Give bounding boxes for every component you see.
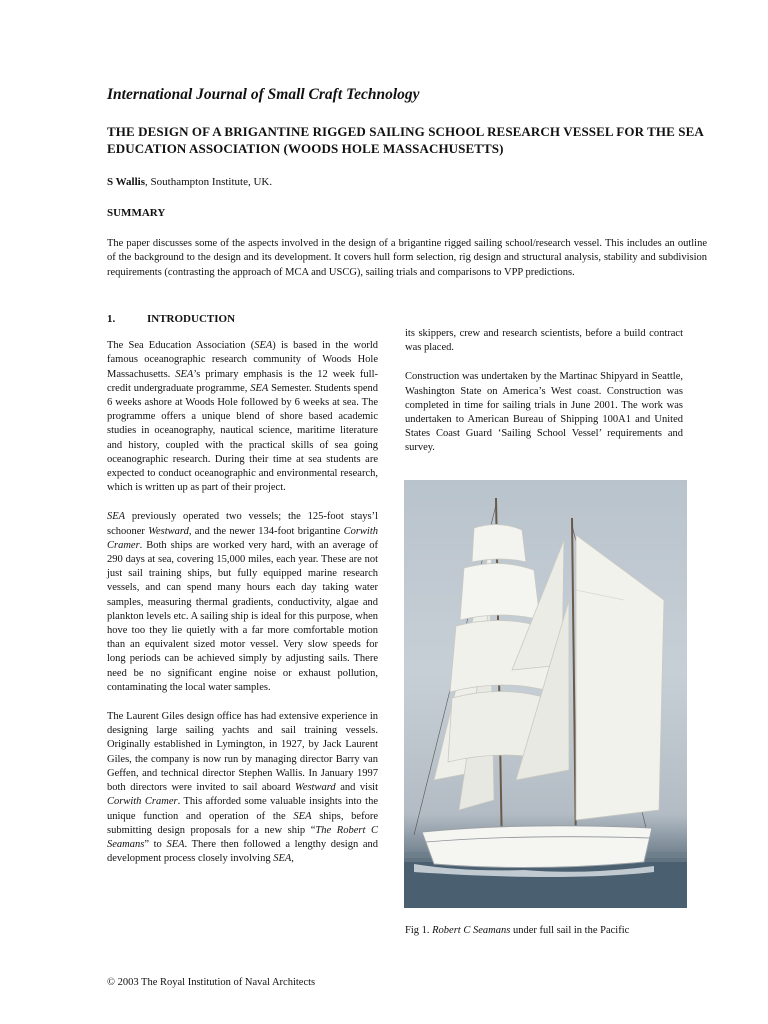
ship-illustration [404, 480, 687, 908]
square-sail [472, 524, 526, 562]
caption-prefix: Fig 1. [405, 925, 433, 936]
journal-title: International Journal of Small Craft Technology [107, 86, 420, 103]
ship-photo [404, 480, 687, 908]
paragraph: Construction was undertaken by the Martinac Shipyard in Seattle, Washington State on America’s West coast. Construction was completed in time for sailing trials in June 2001. The work was undertaken to American Bureau of Shipping 100A1 and United States Coast Guard ‘Sailing School Vessel’ requirements and survey. [405, 371, 683, 454]
summary-heading: SUMMARY [107, 207, 166, 219]
author-name: S Wallis [107, 176, 146, 188]
section-title: INTRODUCTION [147, 313, 236, 325]
caption-rest: under full sail in the Pacific [510, 925, 630, 936]
paragraph: its skippers, crew and research scientists, before a build contract was placed. [405, 328, 683, 354]
main-mast [572, 518, 576, 852]
hull [422, 826, 652, 868]
figure-caption [405, 925, 629, 936]
main-sail [576, 535, 664, 820]
copyright-footer: © 2003 The Royal Institution of Naval Architects [107, 977, 316, 988]
paragraph: The Sea Education Association (SEA) is based in the world famous oceanographic research community of Woods Hole Massachusetts. SEA’s primary emphasis is the 12 week full-credit undergraduate programme, SEA Semester. Students spend 6 weeks ashore at Woods Hole followed by 6 weeks at sea. The programme offers a unique blend of shore based academic studies in oceanography, nautical science, maritime literature and history, coupled with the practical skills of sea going oceanographic research. During their time at sea students are expected to conduct oceanographic and environmental research, which is written up as part of their project. [107, 340, 378, 494]
left-column [107, 312, 378, 881]
author-affiliation: , Southampton Institute, UK. [145, 176, 273, 188]
square-sail [460, 563, 540, 620]
section-number: 1. [107, 313, 116, 325]
caption-ship-name: Robert C Seamans [432, 925, 511, 936]
right-column [405, 327, 683, 471]
section-heading-introduction [107, 312, 378, 326]
paragraph: The Laurent Giles design office has had extensive experience in designing large sailing yachts and sail training vessels. Originally established in Lymington, in 1927, by Jack Laurent Giles, the company is now run by managing director Barry van Geffen, and technical director Stephen Wallis. In January 1997 both directors were invited to sail aboard Westward and visit Corwith Cramer. This afforded some valuable insights into the unique function and operation of the SEA ships, before submitting design proposals for a new ship “The Robert C Seamans” to SEA. There then followed a lengthy design and development process closely involving SEA, [107, 711, 379, 865]
paragraph: SEA previously operated two vessels; the 125-foot stays’l schooner Westward, and the newer 134-foot brigantine Corwith Cramer. Both ships are worked very hard, with an average of 290 days at sea, covering 15,000 miles, each year. These are not just sail training ships, but fully equipped marine research vessels, and can spend many hours each day taking water samples, measuring thermal gradients, conductivity, algae and plankton levels etc. A sailing ship is ideal for this purpose, when hove too they lie quietly with a far more comfortable motion than an equivalent sized motor vessel. Very slow speeds for long periods can be achieved simply by adjusting sails. There need be no significant engine noise or exhaust pollution, contaminating the local water samples. [107, 511, 379, 693]
author-line [107, 176, 272, 188]
paper-title: THE DESIGN OF A BRIGANTINE RIGGED SAILING SCHOOL RESEARCH VESSEL FOR THE SEA EDUCATION ASSOCIATION (WOODS HOLE MASSACHUSETTS) [107, 124, 704, 156]
summary-text: The paper discusses some of the aspects involved in the design of a brigantine rigged sailing school/research vessel. This includes an outline of the background to the design and its development. It covers hull form selection, rig design and structural analysis, stability and subdivision requirements (contrasting the approach of MCA and USCG), sailing trials and comparisons to VPP predictions. [107, 238, 707, 278]
